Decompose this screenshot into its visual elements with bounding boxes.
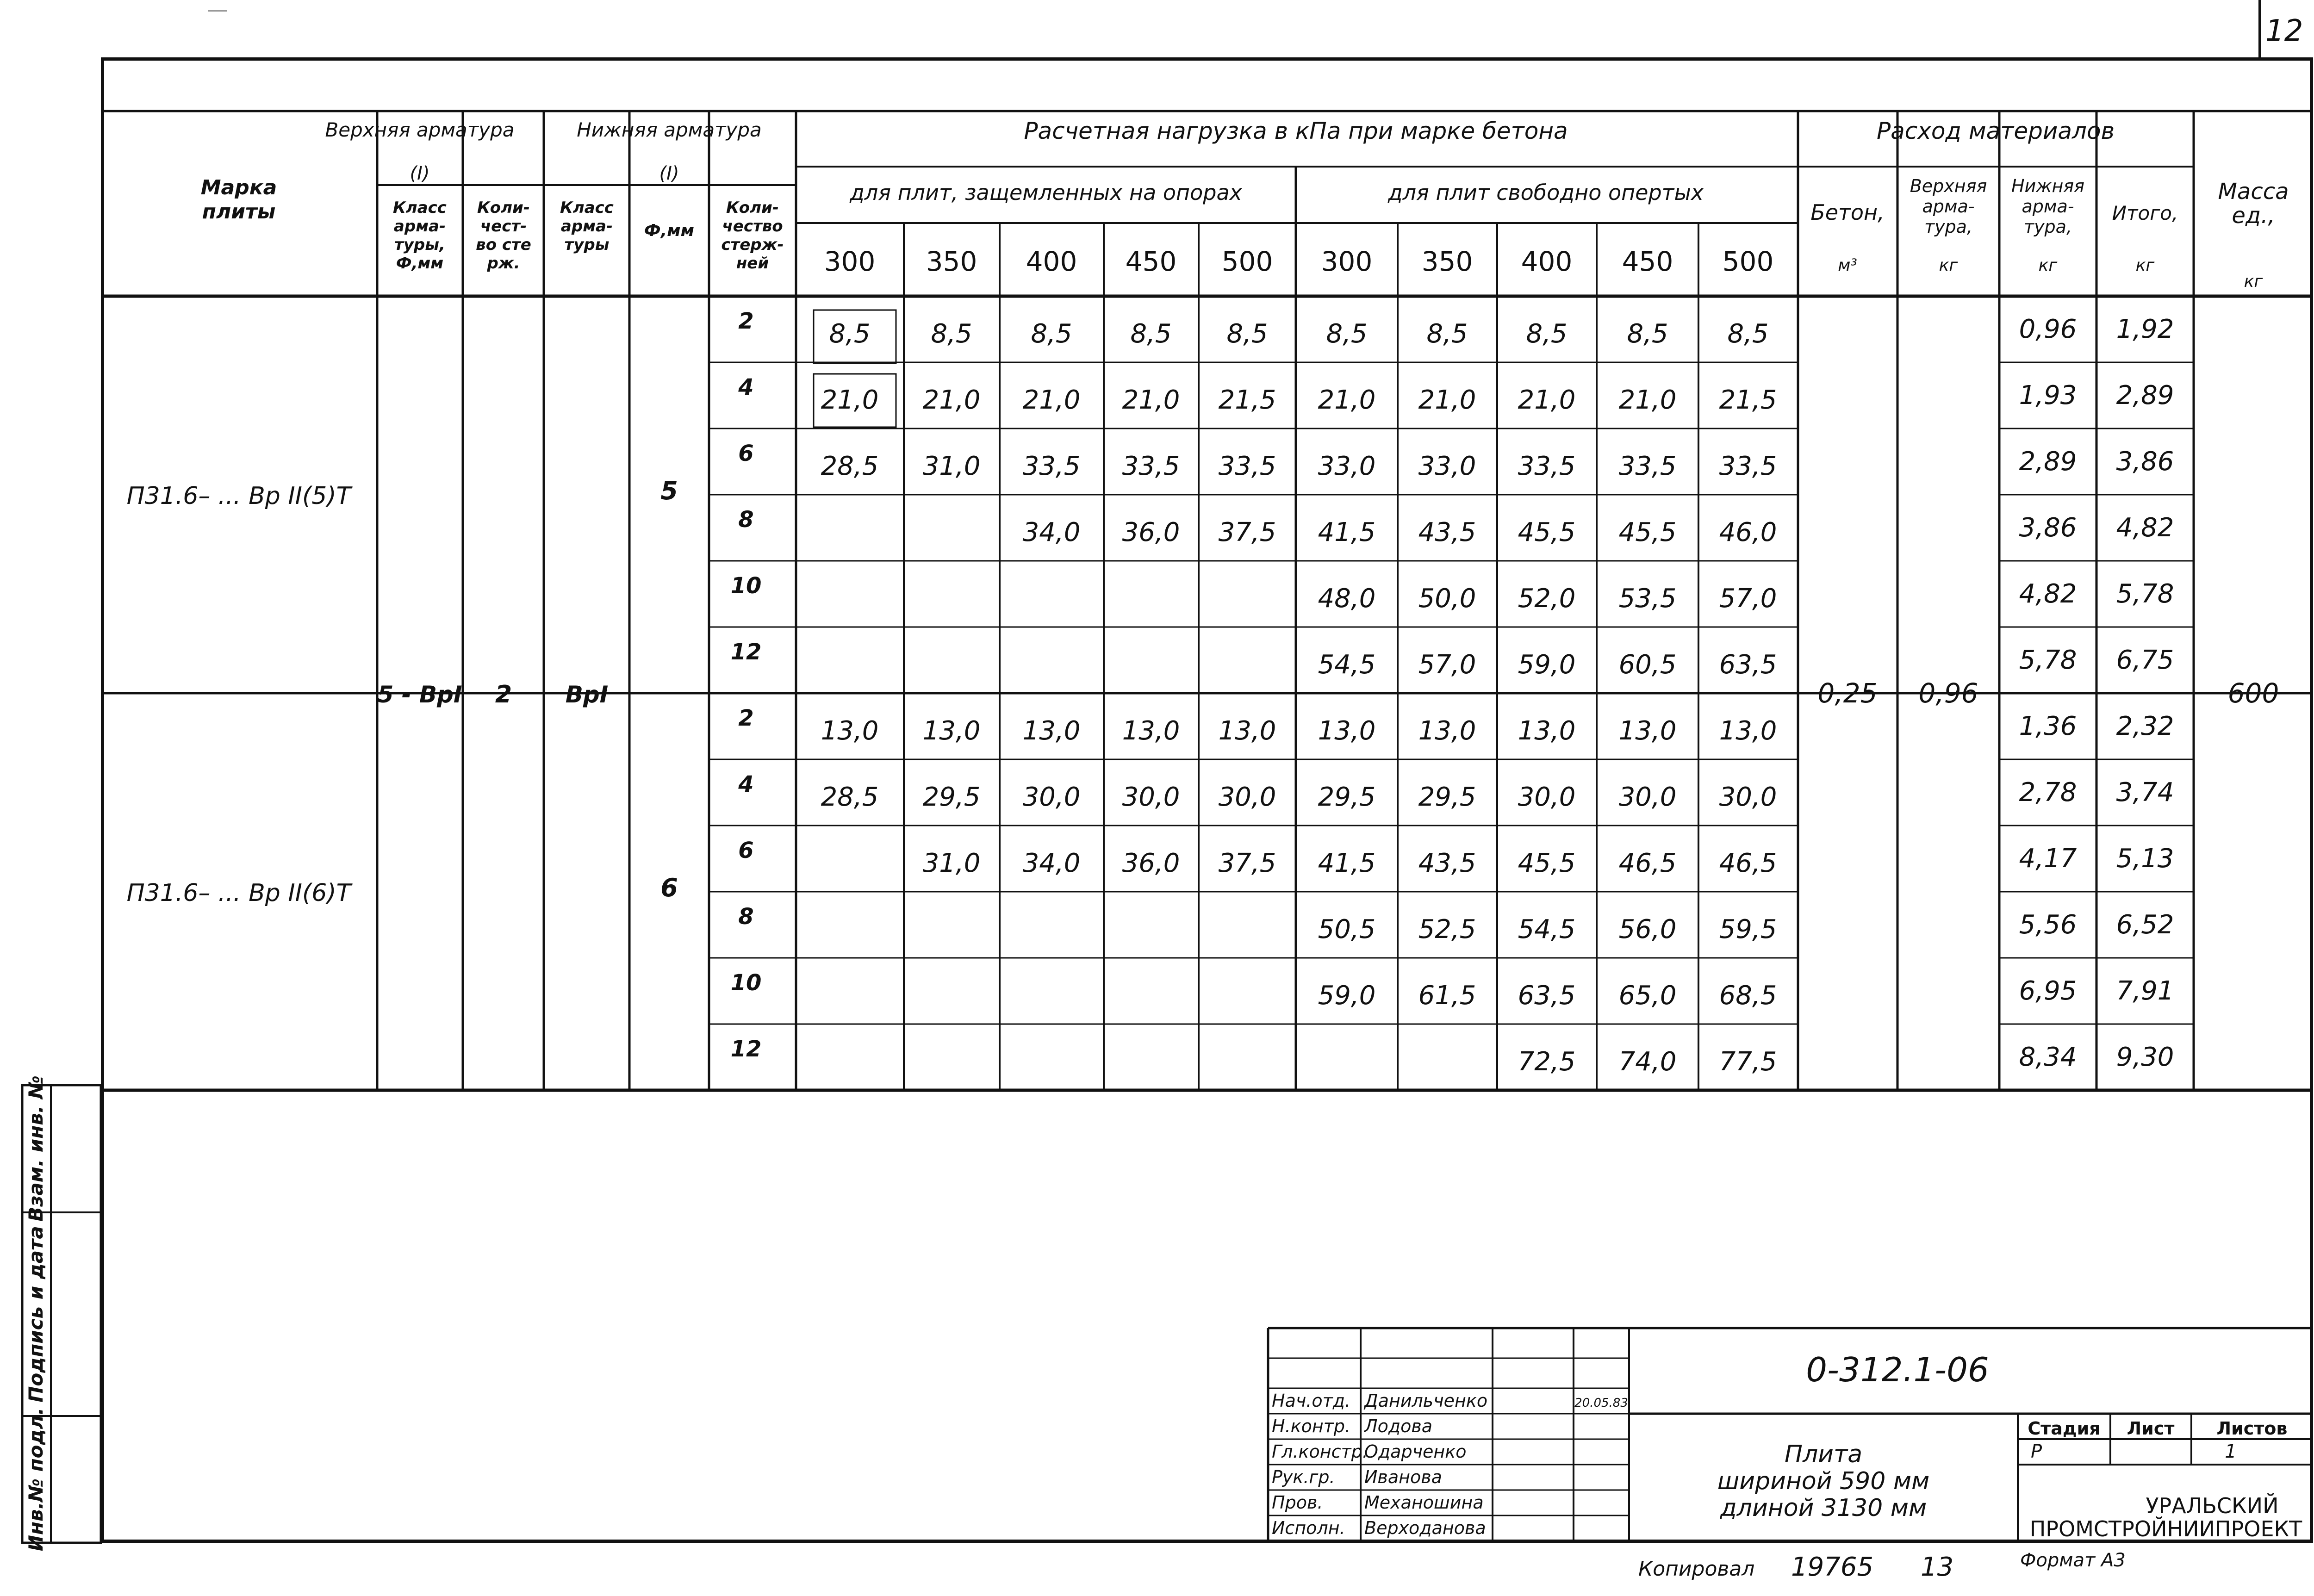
header-grade: 500 <box>1722 246 1774 277</box>
load-value: 72,5 <box>1518 1047 1576 1077</box>
load-value: 56,0 <box>1618 914 1677 944</box>
title-sheet-label: Лист <box>2127 1418 2175 1439</box>
shared-upper-class: 5 - BрI <box>377 681 462 708</box>
row-count: 10 <box>730 970 762 996</box>
load-value: 8,5 <box>829 319 871 349</box>
title-role: Исполн. <box>1272 1518 1345 1538</box>
title-name: Данильченко <box>1364 1391 1488 1411</box>
header-materials: Расход материалов <box>1876 118 2115 144</box>
header-load: Расчетная нагрузка в кПа при марке бетона <box>1024 118 1568 144</box>
load-value: 33,0 <box>1318 451 1376 481</box>
load-value: 29,5 <box>1418 782 1476 812</box>
header-grade: 350 <box>1421 246 1473 277</box>
mat-total-value: 5,13 <box>2116 844 2174 874</box>
format-label: Формат А3 <box>2020 1550 2126 1571</box>
load-value: 13,0 <box>1318 716 1376 746</box>
load-value: 21,0 <box>1022 385 1081 415</box>
row-count: 10 <box>730 573 762 599</box>
load-value: 52,0 <box>1518 584 1576 614</box>
load-value: 28,5 <box>821 451 879 481</box>
mat-lower-value: 5,56 <box>2019 910 2077 940</box>
row-count: 8 <box>738 904 754 930</box>
mat-lower-value: 1,36 <box>2019 711 2077 741</box>
title-name: Верходанова <box>1364 1518 1486 1538</box>
load-value: 30,0 <box>1218 782 1276 812</box>
row-count: 6 <box>738 441 754 466</box>
side-label: Подпись и дата <box>25 1226 47 1403</box>
header-mat-lower: тура, <box>2023 217 2072 237</box>
header-upper-rebar: Верхняя арматура <box>325 118 515 141</box>
header-upper-count: во сте <box>476 236 531 254</box>
load-value: 31,0 <box>922 451 981 481</box>
load-value: 8,5 <box>1727 319 1769 349</box>
header-grade: 350 <box>926 246 977 277</box>
row-count: 2 <box>738 705 754 731</box>
load-value: 8,5 <box>1526 319 1568 349</box>
shared-lower-class: BрI <box>565 681 609 708</box>
load-value: 68,5 <box>1719 981 1777 1011</box>
load-value: 29,5 <box>922 782 981 812</box>
header-grade: 300 <box>824 246 876 277</box>
header-lower-class: туры <box>564 236 610 254</box>
mat-total-value: 6,75 <box>2116 645 2174 675</box>
load-value: 31,0 <box>922 848 981 878</box>
header-mat-total: Итого, <box>2112 202 2178 224</box>
load-value: 41,5 <box>1318 848 1376 878</box>
side-label: Инв.№ подл. <box>25 1407 47 1552</box>
load-value: 13,0 <box>1418 716 1476 746</box>
load-value: 8,5 <box>1226 319 1268 349</box>
mat-lower-value: 2,89 <box>2019 447 2077 477</box>
load-value: 29,5 <box>1318 782 1376 812</box>
header-mat-upper: Верхняя <box>1910 176 1987 196</box>
header-lower-diam: Ф,мм <box>644 221 695 240</box>
title-role: Пров. <box>1272 1492 1323 1513</box>
row-diameter: 5 <box>660 476 678 505</box>
load-value: 65,0 <box>1618 981 1677 1011</box>
header-lower-count: стерж- <box>721 236 784 254</box>
header-upper-class: Класс <box>393 199 447 217</box>
load-value: 46,0 <box>1719 517 1777 547</box>
row-count: 8 <box>738 507 754 533</box>
load-value: 48,0 <box>1318 584 1376 614</box>
load-value: 13,0 <box>1719 716 1777 746</box>
load-value: 54,5 <box>1318 650 1376 680</box>
load-value: 30,0 <box>1022 782 1081 812</box>
row-mark: П31.6– ... Bр II(6)Т <box>126 879 351 907</box>
title-sheets-value: 1 <box>2225 1441 2237 1462</box>
row-count: 6 <box>738 838 754 863</box>
load-value: 45,5 <box>1518 848 1576 878</box>
title-date: 20.05.83 <box>1574 1396 1628 1410</box>
header-lower-class: Класс <box>560 199 614 217</box>
header-lower-rebar: Нижняя арматура <box>577 118 762 141</box>
header-mat-upper: арма- <box>1922 196 1975 217</box>
load-value: 33,5 <box>1518 451 1576 481</box>
mat-total-value: 1,92 <box>2116 314 2174 344</box>
load-value: 8,5 <box>1326 319 1368 349</box>
header-upper-count: чест- <box>480 217 527 236</box>
title-role: Нач.отд. <box>1272 1391 1351 1411</box>
side-label: Взам. инв. № <box>25 1075 47 1222</box>
header-lower-count: ней <box>736 254 769 273</box>
shared-mat-upper: 0,96 <box>1918 677 1978 709</box>
title-name: Иванова <box>1364 1467 1442 1487</box>
mat-lower-value: 4,82 <box>2019 579 2077 609</box>
mat-total-value: 3,74 <box>2116 777 2174 807</box>
shared-concrete: 0,25 <box>1817 677 1878 709</box>
load-value: 45,5 <box>1518 517 1576 547</box>
header-mat-upper-unit: кг <box>1939 256 1958 275</box>
load-value: 33,5 <box>1719 451 1777 481</box>
load-value: 57,0 <box>1418 650 1476 680</box>
header-grade: 400 <box>1026 246 1077 277</box>
load-value: 57,0 <box>1719 584 1777 614</box>
title-org: УРАЛЬСКИЙ <box>2146 1493 2279 1518</box>
load-value: 21,5 <box>1719 385 1777 415</box>
title-stage-value: Р <box>2030 1441 2042 1462</box>
header-upper-count: рж. <box>487 254 520 273</box>
mat-lower-value: 4,17 <box>2019 844 2077 874</box>
load-value: 8,5 <box>1130 319 1172 349</box>
load-value: 59,0 <box>1518 650 1576 680</box>
header-mat-total-unit: кг <box>2135 256 2155 275</box>
load-value: 74,0 <box>1618 1047 1677 1077</box>
title-code: 0-312.1-06 <box>1806 1350 1989 1389</box>
header-mat-lower-unit: кг <box>2038 256 2058 275</box>
load-value: 37,5 <box>1218 848 1276 878</box>
mat-total-value: 6,52 <box>2116 910 2174 940</box>
load-value: 8,5 <box>931 319 972 349</box>
title-name-block: шириной 590 мм <box>1717 1467 1930 1495</box>
header-mat-lower: арма- <box>2022 196 2074 217</box>
row-count: 2 <box>738 308 754 334</box>
load-value: 59,0 <box>1318 981 1376 1011</box>
load-value: 53,5 <box>1618 584 1677 614</box>
load-value: 46,5 <box>1618 848 1677 878</box>
load-value: 36,0 <box>1122 517 1180 547</box>
load-value: 33,0 <box>1418 451 1476 481</box>
load-value: 77,5 <box>1719 1047 1777 1077</box>
load-value: 13,0 <box>922 716 981 746</box>
table-text <box>25 118 2302 1582</box>
header-upper-class: Ф,мм <box>396 254 444 273</box>
mat-total-value: 7,91 <box>2116 976 2174 1006</box>
load-value: 13,0 <box>1218 716 1276 746</box>
mat-lower-value: 3,86 <box>2019 513 2077 543</box>
load-value: 30,0 <box>1618 782 1677 812</box>
header-load-clamped: для плит, защемленных на опорах <box>850 180 1242 205</box>
copied-label: Копировал <box>1638 1557 1755 1581</box>
title-name-block: Плита <box>1784 1441 1863 1468</box>
header-load-free: для плит свободно опертых <box>1387 180 1704 205</box>
mat-total-value: 9,30 <box>2116 1042 2174 1072</box>
load-value: 21,0 <box>1618 385 1677 415</box>
load-value: 33,5 <box>1218 451 1276 481</box>
header-grade: 450 <box>1125 246 1177 277</box>
load-value: 34,0 <box>1022 848 1081 878</box>
load-value: 8,5 <box>1426 319 1468 349</box>
shared-mass: 600 <box>2227 677 2279 709</box>
load-value: 21,0 <box>1418 385 1476 415</box>
header-lower-rebar: (I) <box>659 163 679 184</box>
mat-total-value: 4,82 <box>2116 513 2174 543</box>
mat-lower-value: 8,34 <box>2019 1042 2077 1072</box>
load-value: 33,5 <box>1022 451 1081 481</box>
header-mark: плиты <box>202 200 276 224</box>
header-mass: ед., <box>2232 203 2275 229</box>
title-name: Лодова <box>1364 1416 1433 1436</box>
load-value: 21,0 <box>1122 385 1180 415</box>
header-mark: Марка <box>200 176 277 199</box>
title-stage-label: Стадия <box>2028 1418 2101 1439</box>
load-value: 13,0 <box>1122 716 1180 746</box>
header-grade: 300 <box>1321 246 1373 277</box>
load-value: 41,5 <box>1318 517 1376 547</box>
title-name: Механошина <box>1364 1492 1484 1513</box>
mat-lower-value: 5,78 <box>2019 645 2077 675</box>
header-concrete-unit: м³ <box>1838 256 1857 275</box>
shared-upper-count: 2 <box>495 681 512 708</box>
load-value: 30,0 <box>1518 782 1576 812</box>
mat-total-value: 3,86 <box>2116 447 2174 477</box>
header-upper-class: туры, <box>394 236 445 254</box>
header-concrete: Бетон, <box>1810 200 1885 225</box>
title-role: Рук.гр. <box>1272 1467 1335 1487</box>
row-diameter: 6 <box>660 873 678 902</box>
row-mark: П31.6– ... Bр II(5)Т <box>126 482 351 510</box>
load-value: 21,0 <box>821 385 879 415</box>
load-value: 46,5 <box>1719 848 1777 878</box>
row-count: 4 <box>738 771 754 797</box>
load-value: 33,5 <box>1122 451 1180 481</box>
title-role: Гл.констр. <box>1272 1441 1368 1462</box>
row-count: 12 <box>730 639 762 665</box>
copied-extra: 13 <box>1921 1552 1954 1582</box>
load-value: 33,5 <box>1618 451 1677 481</box>
load-value: 28,5 <box>821 782 879 812</box>
load-value: 45,5 <box>1618 517 1677 547</box>
load-value: 8,5 <box>1031 319 1072 349</box>
load-value: 8,5 <box>1627 319 1668 349</box>
mat-lower-value: 2,78 <box>2019 777 2077 807</box>
header-grade: 400 <box>1521 246 1573 277</box>
load-value: 30,0 <box>1719 782 1777 812</box>
load-value: 52,5 <box>1418 914 1476 944</box>
header-upper-class: арма- <box>393 217 446 236</box>
load-value: 50,5 <box>1318 914 1376 944</box>
title-sheets-label: Листов <box>2216 1418 2288 1439</box>
mat-lower-value: 1,93 <box>2019 380 2077 410</box>
header-upper-rebar: (I) <box>410 163 430 184</box>
load-value: 34,0 <box>1022 517 1081 547</box>
sheet-number: 12 <box>2265 14 2303 48</box>
title-org: ПРОМСТРОЙНИИПРОЕКТ <box>2029 1516 2302 1541</box>
load-value: 63,5 <box>1719 650 1777 680</box>
row-count: 12 <box>730 1036 762 1062</box>
load-value: 63,5 <box>1518 981 1576 1011</box>
load-value: 13,0 <box>1022 716 1081 746</box>
load-value: 13,0 <box>1618 716 1677 746</box>
load-value: 13,0 <box>1518 716 1576 746</box>
load-value: 43,5 <box>1418 517 1476 547</box>
row-count: 4 <box>738 374 754 400</box>
title-name-block: длиной 3130 мм <box>1720 1494 1927 1522</box>
mat-total-value: 5,78 <box>2116 579 2174 609</box>
load-value: 21,0 <box>1318 385 1376 415</box>
header-grade: 500 <box>1221 246 1273 277</box>
mat-lower-value: 0,96 <box>2019 314 2077 344</box>
load-value: 43,5 <box>1418 848 1476 878</box>
mat-lower-value: 6,95 <box>2019 976 2077 1006</box>
header-lower-count: Коли- <box>726 199 779 217</box>
load-value: 30,0 <box>1122 782 1180 812</box>
header-mat-upper: тура, <box>1924 217 1973 237</box>
load-value: 37,5 <box>1218 517 1276 547</box>
header-upper-count: Коли- <box>477 199 530 217</box>
load-value: 59,5 <box>1719 914 1777 944</box>
load-value: 54,5 <box>1518 914 1576 944</box>
header-grade: 450 <box>1622 246 1673 277</box>
title-role: Н.контр. <box>1272 1416 1351 1436</box>
header-lower-count: чество <box>722 217 783 236</box>
load-value: 36,0 <box>1122 848 1180 878</box>
load-value: 13,0 <box>821 716 879 746</box>
load-value: 21,0 <box>922 385 981 415</box>
header-mass: Масса <box>2218 179 2289 205</box>
load-value: 50,0 <box>1418 584 1476 614</box>
copied-number: 19765 <box>1791 1552 1874 1582</box>
mat-total-value: 2,89 <box>2116 380 2174 410</box>
header-lower-class: арма- <box>560 217 613 236</box>
mat-total-value: 2,32 <box>2116 711 2174 741</box>
header-mass-unit: кг <box>2244 272 2263 291</box>
load-value: 60,5 <box>1618 650 1677 680</box>
load-value: 21,5 <box>1218 385 1276 415</box>
load-value: 21,0 <box>1518 385 1576 415</box>
header-mat-lower: Нижняя <box>2011 176 2085 196</box>
title-name: Одарченко <box>1364 1441 1467 1462</box>
load-value: 61,5 <box>1418 981 1476 1011</box>
